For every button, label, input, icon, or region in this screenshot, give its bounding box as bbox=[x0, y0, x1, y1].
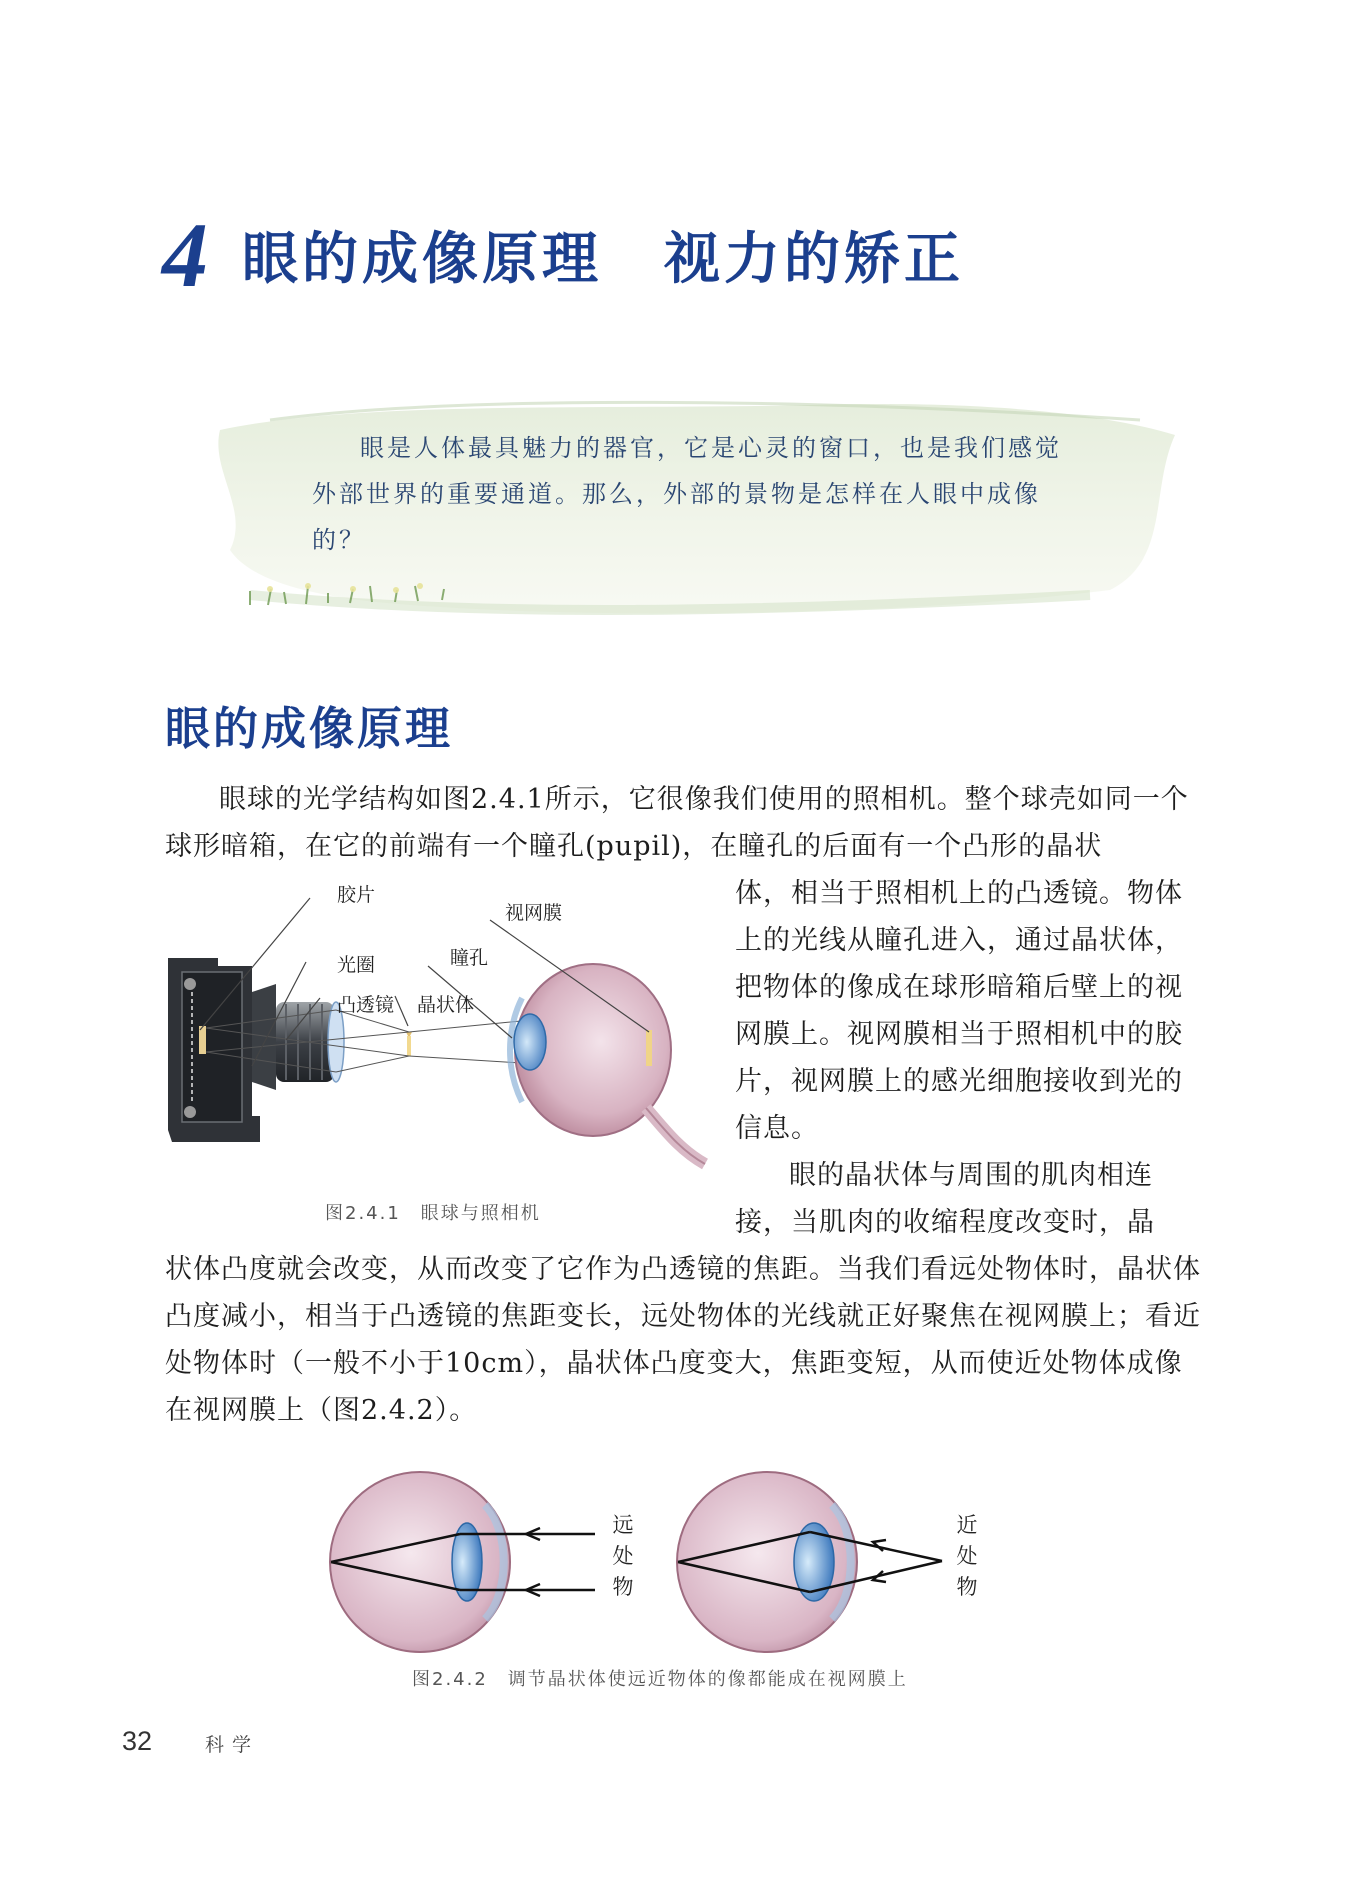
chapter-title-row bbox=[162, 200, 964, 310]
far-object-label: 远处物 bbox=[612, 1513, 634, 1599]
label-retina: 视网膜 bbox=[505, 902, 563, 924]
eye-camera-diagram bbox=[160, 880, 720, 1180]
far-vision-eye bbox=[330, 1472, 595, 1652]
near-object-label: 近处物 bbox=[956, 1513, 978, 1599]
label-film: 胶片 bbox=[337, 884, 376, 906]
body-paragraph-1: 眼球的光学结构如图2.4.1所示，它很像我们使用的照相机。整个球壳如同一个球形暗箱，在它的前端有一个瞳孔(pupil)，在瞳孔的后面有一个凸形的晶状 bbox=[165, 784, 1189, 862]
figure-2-caption: 图2.4.2 调节晶状体使远近物体的像都能成在视网膜上 bbox=[412, 1669, 908, 1690]
chapter-number: 4 bbox=[162, 204, 208, 306]
book-title: 科学 bbox=[205, 1734, 260, 1756]
chapter-title-part1: 眼的成像原理 bbox=[242, 227, 602, 292]
body-paragraph-2-continued: 状体凸度就会改变，从而改变了它作为凸透镜的焦距。当我们看远处物体时，晶状体凸度减小，相当于凸透镜的焦距变长，远处物体的光线就正好聚焦在视网膜上；看近处物体时（一般不小于10cm），晶状体凸度变大，焦距变短，从而使近处物体成像在视网膜上（图2.4.2）。 bbox=[165, 1254, 1201, 1426]
label-convex-lens: 凸透镜 bbox=[337, 994, 395, 1016]
body-paragraph-2: 眼的晶状体与周围的肌肉相连接，当肌肉的收缩程度改变时，晶 bbox=[735, 1160, 1155, 1238]
label-pupil: 瞳孔 bbox=[450, 947, 489, 969]
page-number: 32 bbox=[122, 1726, 153, 1756]
near-vision-eye bbox=[677, 1472, 942, 1652]
figure-eye-camera bbox=[160, 880, 720, 1180]
figure-1-caption: 图2.4.1 眼球与照相机 bbox=[325, 1203, 541, 1224]
section-heading: 眼的成像原理 bbox=[165, 702, 454, 755]
chapter-title-part2: 视力的矫正 bbox=[664, 227, 964, 292]
label-lens: 晶状体 bbox=[417, 994, 475, 1016]
intro-paragraph: 眼是人体最具魅力的器官，它是心灵的窗口，也是我们感觉外部世界的重要通道。那么，外部的景物是怎样在人眼中成像的？ bbox=[312, 434, 1062, 554]
label-aperture: 光圈 bbox=[337, 954, 376, 976]
figure-accommodation bbox=[320, 1460, 1080, 1675]
chapter-title bbox=[242, 215, 964, 295]
body-paragraph-1-continued: 体，相当于照相机上的凸透镜。物体上的光线从瞳孔进入，通过晶状体，把物体的像成在球形暗箱后壁上的视网膜上。视网膜相当于照相机中的胶片，视网膜上的感光细胞接收到光的信息。 bbox=[735, 878, 1183, 1144]
